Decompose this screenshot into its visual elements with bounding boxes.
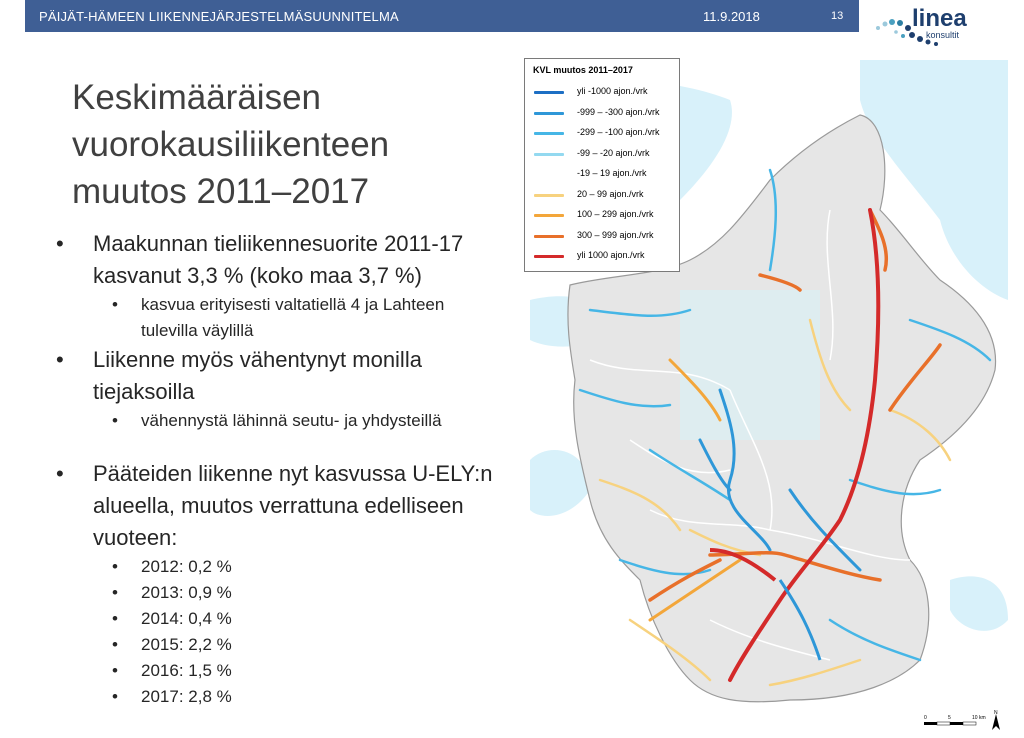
year-text: 2017: 2,8 %	[141, 687, 232, 706]
bullet-text: vuoteen:	[93, 525, 178, 550]
slide-title	[72, 74, 502, 215]
bullet-dot-icon: •	[112, 583, 118, 602]
legend-swatch	[534, 194, 564, 197]
legend-swatch	[534, 91, 564, 94]
bullet-dot-icon: •	[112, 687, 118, 706]
scale-label: 5	[948, 715, 951, 721]
year-text: 2012: 0,2 %	[141, 557, 232, 576]
logo-subtitle: konsultit	[926, 30, 960, 40]
legend-item	[534, 126, 674, 140]
year-item	[56, 580, 536, 606]
bullet-dot-icon: •	[112, 635, 118, 654]
bullet-text: tulevilla väylillä	[141, 321, 254, 340]
bullet-dot-icon: •	[112, 557, 118, 576]
header-title: PÄIJÄT-HÄMEEN LIIKENNEJÄRJESTELMÄSUUNNITELMA	[39, 9, 399, 24]
title-line: Keskimääräisen	[72, 78, 321, 117]
legend-item	[534, 229, 674, 243]
year-text: 2015: 2,2 %	[141, 635, 232, 654]
legend-label: yli -1000 ajon./vrk	[577, 86, 648, 96]
legend-item	[534, 208, 674, 222]
legend-item	[534, 249, 674, 263]
legend-swatch	[534, 112, 564, 115]
legend-swatch	[534, 214, 564, 217]
legend-label: 100 – 299 ajon./vrk	[577, 209, 654, 219]
bullet-text: kasvanut 3,3 % (koko maa 3,7 %)	[93, 263, 422, 288]
legend-label: 300 – 999 ajon./vrk	[577, 229, 654, 240]
bullet-text: vähennystä lähinnä seutu- ja yhdysteillä	[141, 411, 442, 430]
legend-item	[534, 147, 674, 161]
bullet-item	[56, 458, 536, 554]
legend-swatch	[534, 235, 564, 238]
slide-header	[25, 0, 859, 32]
legend-label: yli 1000 ajon./vrk	[577, 250, 645, 260]
legend-swatch	[534, 255, 564, 258]
year-item	[56, 606, 536, 632]
legend-title: KVL muutos 2011–2017	[533, 65, 633, 75]
title-line: muutos 2011–2017	[72, 172, 370, 211]
scale-bar	[922, 710, 1002, 734]
header-date: 11.9.2018	[703, 9, 760, 24]
year-text: 2014: 0,4 %	[141, 609, 232, 628]
bullet-dot-icon: •	[112, 411, 118, 430]
legend-swatch	[534, 173, 564, 176]
scale-label: 0	[924, 715, 927, 721]
north-label: N	[994, 710, 998, 716]
map-legend	[524, 58, 680, 272]
legend-swatch	[534, 153, 564, 156]
title-line: vuorokausiliikenteen	[72, 125, 390, 164]
year-item	[56, 632, 536, 658]
legend-swatch	[534, 132, 564, 135]
bullet-list	[56, 228, 536, 710]
scale-label: 10 km	[972, 715, 986, 721]
legend-item	[534, 85, 674, 99]
bullet-text: alueella, muutos verrattuna edelliseen	[93, 493, 464, 518]
bullet-dot-icon: •	[112, 609, 118, 628]
legend-item	[534, 167, 674, 181]
bullet-item	[56, 228, 536, 292]
year-item	[56, 684, 536, 710]
bullet-dot-icon: •	[56, 231, 64, 256]
logo-name: linea	[912, 5, 967, 32]
slide-number: 13	[831, 10, 844, 22]
legend-label: -999 – -300 ajon./vrk	[577, 106, 660, 117]
bullet-text: Pääteiden liikenne nyt kasvussa U-ELY:n	[93, 461, 493, 486]
legend-label: -99 – -20 ajon./vrk	[577, 147, 650, 158]
legend-label: 20 – 99 ajon./vrk	[577, 188, 644, 199]
legend-item	[534, 106, 674, 120]
bullet-text: Liikenne myös vähentynyt monilla	[93, 347, 422, 372]
bullet-dot-icon: •	[112, 295, 118, 314]
bullet-dot-icon: •	[56, 347, 64, 372]
year-item	[56, 554, 536, 580]
legend-label: -19 – 19 ajon./vrk	[577, 168, 647, 178]
bullet-dot-icon: •	[56, 461, 64, 486]
sub-bullet-item	[56, 292, 536, 344]
north-arrow-icon	[992, 714, 1000, 730]
bullet-item	[56, 344, 536, 408]
legend-item	[534, 188, 674, 202]
year-text: 2016: 1,5 %	[141, 661, 232, 680]
bullet-text: tiejaksoilla	[93, 379, 195, 404]
year-text: 2013: 0,9 %	[141, 583, 232, 602]
sub-bullet-item	[56, 408, 536, 434]
bullet-text: Maakunnan tieliikennesuorite 2011-17	[93, 231, 464, 256]
bullet-text: kasvua erityisesti valtatiellä 4 ja Lahteen	[141, 295, 445, 314]
year-item	[56, 658, 536, 684]
bullet-dot-icon: •	[112, 661, 118, 680]
legend-label: -299 – -100 ajon./vrk	[577, 127, 660, 137]
